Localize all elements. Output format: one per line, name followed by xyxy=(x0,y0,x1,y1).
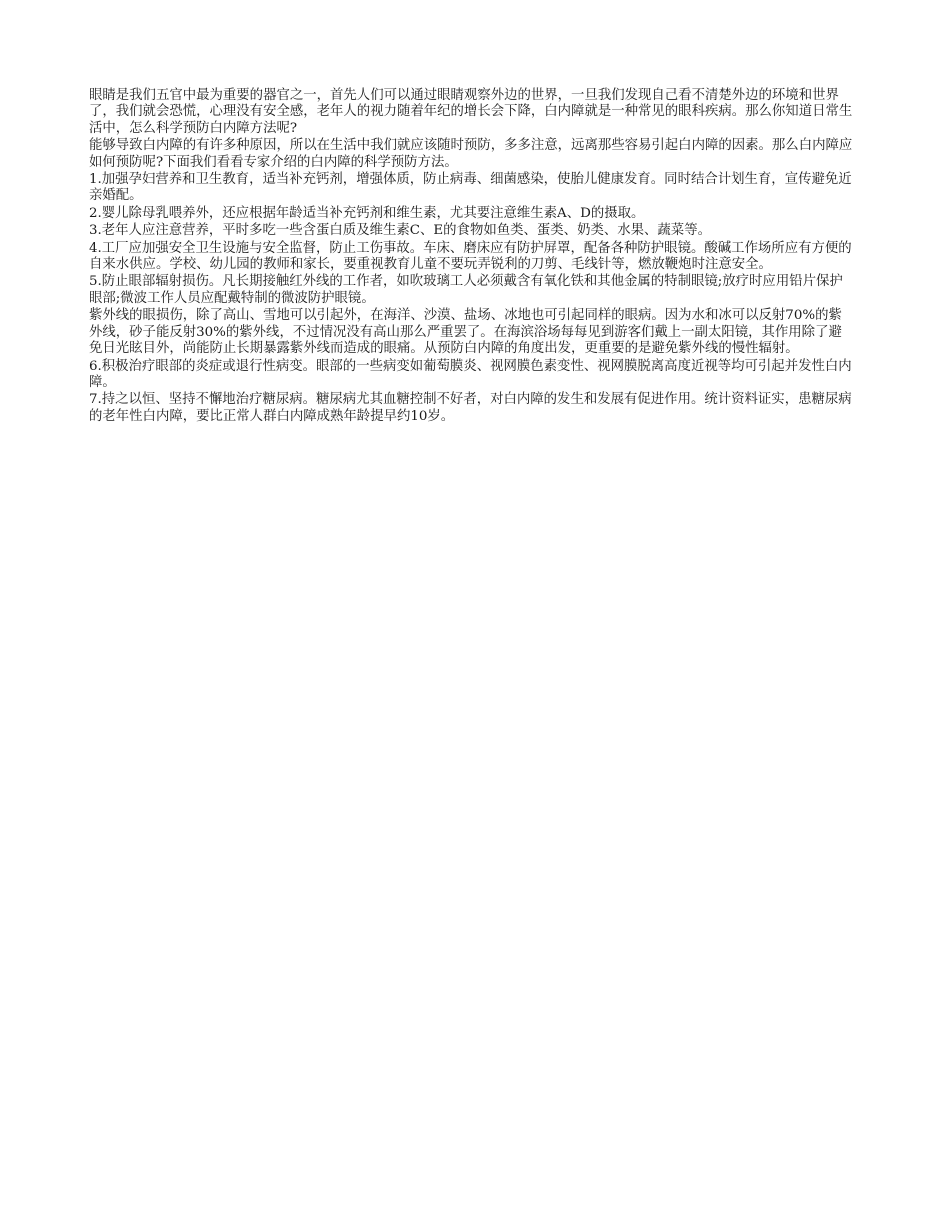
document-body xyxy=(89,88,855,426)
method-item-1: 1.加强孕妇营养和卫生教育，适当补充钙剂，增强体质，防止病毒、细菌感染，使胎儿健康发育。同时结合计划生育，宣传避免近亲婚配。 xyxy=(89,172,852,204)
method-item-6: 6.积极治疗眼部的炎症或退行性病变。眼部的一些病变如葡萄膜炎、视网膜色素变性、视网膜脱离高度近视等均可引起并发性白内障。 xyxy=(89,358,852,390)
intro-paragraph: 眼睛是我们五官中最为重要的器官之一，首先人们可以通过眼睛观察外边的世界，一旦我们发现自己看不清楚外边的环境和世界了，我们就会恐慌，心理没有安全感，老年人的视力随着年纪的增长会下降，白内障就是一种常见的眼科疾病。那么你知道日常生活中，怎么科学预防白内障方法呢? xyxy=(89,88,853,136)
method-item-2: 2.婴儿除母乳喂养外，还应根据年龄适当补充钙剂和维生素，尤其要注意维生素A、D的摄取。 xyxy=(89,205,645,221)
ultraviolet-paragraph: 紫外线的眼损伤，除了高山、雪地可以引起外，在海洋、沙漠、盐场、冰地也可引起同样的眼病。因为水和冰可以反射70%的紫外线，砂子能反射30%的紫外线，不过情况没有高山那么严重罢了。在海滨浴场每每见到游客们戴上一副太阳镜，其作用除了避免日光眩目外，尚能防止长期暴露紫外线而造成的眼痛。从预防白内障的角度出发，更重要的是避免紫外线的慢性辐射。 xyxy=(89,308,842,357)
method-item-5: 5.防止眼部辐射损伤。凡长期接触红外线的工作者，如吹玻璃工人必须戴含有氧化铁和其他金属的特制眼镜;放疗时应用铅片保护眼部;微波工作人员应配戴特制的微波防护眼镜。 xyxy=(89,274,843,306)
causes-paragraph: 能够导致白内障的有许多种原因，所以在生活中我们就应该随时预防，多多注意，远离那些容易引起白内障的因素。那么白内障应如何预防呢?下面我们看看专家介绍的白内障的科学预防方法。 xyxy=(89,138,853,170)
method-item-3: 3.老年人应注意营养，平时多吃一些含蛋白质及维生素C、E的食物如鱼类、蛋类、奶类、水果、蔬菜等。 xyxy=(89,223,711,239)
method-item-4: 4.工厂应加强安全卫生设施与安全监督，防止工伤事故。车床、磨床应有防护屏罩，配备各种防护眼镜。酸碱工作场所应有方便的自来水供应。学校、幼儿园的教师和家长，要重视教育儿童不要玩弄锐利的刀剪、毛线针等，燃放鞭炮时注意安全。 xyxy=(89,240,852,273)
method-item-7: 7.持之以恒、坚持不懈地治疗糖尿病。糖尿病尤其血糖控制不好者，对白内障的发生和发展有促进作用。统计资料证实，患糖尿病的老年性白内障，要比正常人群白内障成熟年龄提早约10岁。 xyxy=(89,392,852,424)
